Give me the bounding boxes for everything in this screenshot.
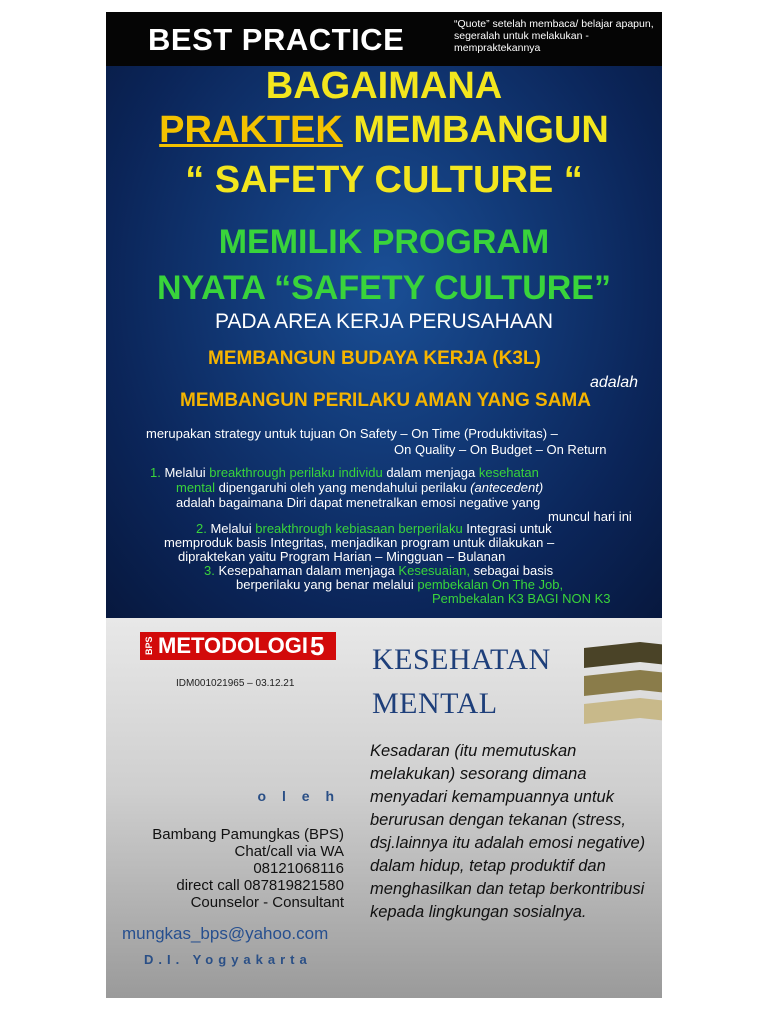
- point-1-text-c: dipengaruhi oleh yang mendahului perilaku: [215, 480, 471, 495]
- logo-bps: BPS: [144, 636, 154, 655]
- title-line-1: BAGAIMANA: [265, 65, 503, 107]
- point-1-text-a: Melalui: [164, 465, 210, 480]
- program-line-2: NYATA “SAFETY CULTURE”: [157, 269, 611, 307]
- point-2-green: breakthrough kebiasaan berperilaku: [255, 521, 463, 536]
- point-1-line-1: [150, 465, 650, 481]
- title-underlined-word: PRAKTEK: [159, 109, 343, 151]
- author-direct: direct call 087819821580: [176, 877, 344, 894]
- author-chat: Chat/call via WA: [234, 843, 344, 860]
- oleh-label: o l e h: [257, 788, 340, 804]
- point-2-number: 2.: [196, 521, 207, 536]
- top-panel: [106, 12, 662, 618]
- author-role: Counselor - Consultant: [190, 894, 344, 911]
- document-id: IDM001021965 – 03.12.21: [176, 678, 295, 689]
- point-1-line-3: adalah bagaimana Diri dapat menetralkan emosi negative yang: [176, 495, 541, 510]
- strategy-line-2: On Quality – On Budget – On Return: [394, 442, 607, 457]
- point-3-text-c: berperilaku yang benar melalui: [236, 577, 418, 592]
- point-2-line-2: memproduk basis Integritas, menjadikan program untuk dilakukan –: [164, 535, 555, 550]
- topic-title-line-2: MENTAL: [372, 687, 498, 720]
- point-1-italic: (antecedent): [470, 480, 544, 495]
- point-3-number: 3.: [204, 563, 215, 578]
- best-practice-label: BEST PRACTICE: [148, 22, 405, 57]
- point-3-text-b: sebagai basis: [469, 563, 554, 578]
- author-city: D.I. Yogyakarta: [144, 952, 312, 967]
- point-1-green-2: kesehatan: [478, 465, 539, 480]
- logo-number: 5: [309, 630, 325, 661]
- point-2-text-a: Melalui: [210, 521, 256, 536]
- topic-paragraph: Kesadaran (itu memutuskan melakukan) sesorang dimana menyadari kemampuannya untuk berurusan dengan tekanan (stress, dsj.lainnya itu adalah emosi negative) dalam hidup, tetap produktif dan menghasilkan dan tetap berkontribusi kepada lingkungan sosialnya.: [370, 742, 646, 921]
- point-1-green-1: breakthrough perilaku individu: [209, 465, 383, 480]
- strategy-line-1: merupakan strategy untuk tujuan On Safety – On Time (Produktivitas) –: [146, 426, 558, 441]
- poster: [106, 12, 662, 998]
- point-3-line-3: Pembekalan K3 BAGI NON K3: [432, 591, 611, 606]
- point-3-text-a: Kesepahaman dalam menjaga: [218, 563, 399, 578]
- author-info: [152, 826, 344, 911]
- point-1-line-4: muncul hari ini: [548, 509, 632, 524]
- point-3-green-2: pembekalan On The Job,: [417, 577, 564, 592]
- quote-text: “Quote” setelah membaca/ belajar apapun, segeralah untuk melakukan - mempraktekannya: [454, 18, 654, 54]
- logo-text: METODOLOGI: [158, 633, 308, 658]
- title-line-2: [106, 108, 662, 152]
- k3l-line-1: MEMBANGUN BUDAYA KERJA (K3L): [208, 348, 541, 369]
- program-subtitle: PADA AREA KERJA PERUSAHAAN: [214, 310, 554, 333]
- point-1-text-b: dalam menjaga: [382, 465, 479, 480]
- title-line-3: “ SAFETY CULTURE “: [185, 159, 583, 201]
- chevron-rank-icon: [584, 642, 662, 738]
- k3l-line-2: MEMBANGUN PERILAKU AMAN YANG SAMA: [180, 390, 591, 411]
- point-2-text-b: Integrasi untuk: [462, 521, 552, 536]
- point-1-line-2: [176, 480, 543, 496]
- author-name: Bambang Pamungkas (BPS): [152, 826, 344, 843]
- topic-title-line-1: KESEHATAN: [372, 643, 551, 676]
- program-line-1: MEMILIK PROGRAM: [218, 223, 550, 261]
- title-line-2-rest: MEMBANGUN: [342, 109, 609, 151]
- bottom-panel: [106, 618, 662, 998]
- point-2-line-3: dipraktekan yaitu Program Harian – Mingguan – Bulanan: [178, 549, 506, 564]
- adalah-text: adalah: [589, 374, 638, 391]
- header-bar: [106, 12, 662, 66]
- author-email[interactable]: mungkas_bps@yahoo.com: [122, 924, 329, 943]
- point-1-green-3: mental: [176, 480, 216, 495]
- topic-title: [372, 638, 551, 726]
- point-1-number: 1.: [150, 465, 161, 480]
- metodologi-logo: [140, 632, 336, 660]
- point-3-green: Kesesuaian,: [398, 563, 470, 578]
- author-wa: 08121068116: [253, 860, 344, 877]
